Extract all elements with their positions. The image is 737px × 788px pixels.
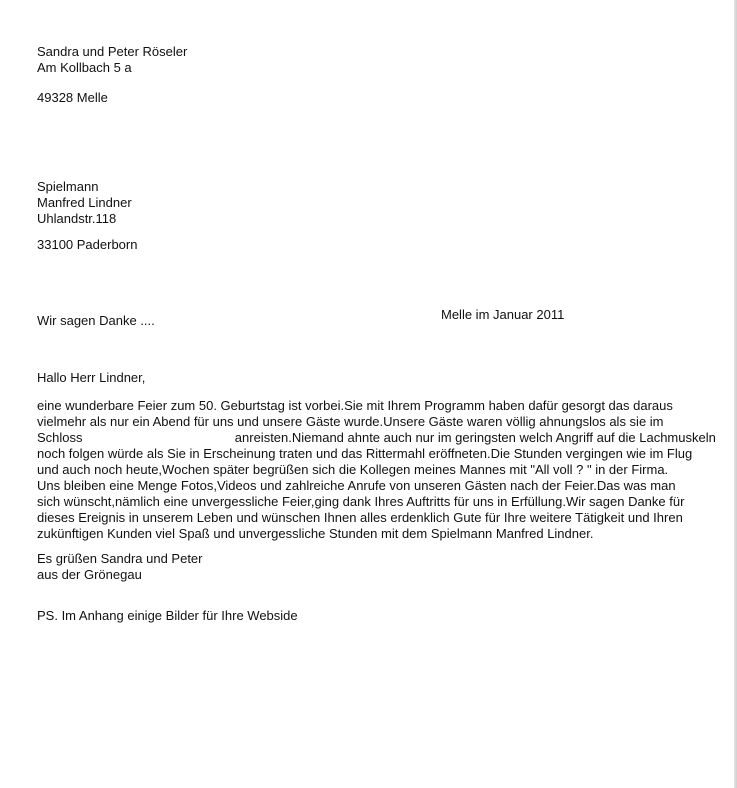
redacted-area: [86, 432, 231, 444]
body-line-3: [37, 430, 716, 446]
body-line-4: noch folgen würde als Sie in Erscheinung traten und das Rittermahl eröffneten.Die Stunden vergingen wie im Flug: [37, 446, 693, 461]
body-line-8: dieses Ereignis in unserem Leben und wünschen Ihnen alles erdenklich Gute für Ihre weitere Tätigkeit und Ihren: [37, 510, 683, 525]
recipient-city: 33100 Paderborn: [37, 237, 138, 252]
body-line-7: sich wünscht,nämlich eine unvergessliche Feier,ging dank Ihres Auftritts für uns in Erfüllung.Wir sagen Danke für: [37, 494, 685, 509]
postscript: PS. Im Anhang einige Bilder für Ihre Webside: [37, 608, 298, 623]
body-line-3-start: Schloss: [37, 430, 83, 445]
body-line-2: vielmehr als nur ein Abend für uns und unsere Gäste wurde.Unsere Gäste waren völlig ahnungslos als sie im: [37, 414, 664, 429]
body-line-5: und auch noch heute,Wochen später begrüßen sich die Kollegen meines Mannes mit "All voll ? " in der Firma.: [37, 462, 669, 477]
greeting: Hallo Herr Lindner,: [37, 370, 146, 385]
sender-city: 49328 Melle: [37, 90, 108, 105]
place-date: Melle im Januar 2011: [441, 307, 565, 322]
recipient-title: Spielmann: [37, 179, 99, 194]
recipient-name: Manfred Lindner: [37, 195, 132, 210]
closing-line-1: Es grüßen Sandra und Peter: [37, 551, 203, 566]
closing-line-2: aus der Grönegau: [37, 567, 142, 582]
body-line-6: Uns bleiben eine Menge Fotos,Videos und zahlreiche Anrufe von unseren Gästen nach der Feier.Das was man: [37, 478, 676, 493]
body-line-1: eine wunderbare Feier zum 50. Geburtstag ist vorbei.Sie mit Ihrem Programm haben dafür gesorgt das daraus: [37, 398, 673, 413]
recipient-street: Uhlandstr.118: [37, 211, 117, 226]
body-line-3-end: anreisten.Niemand ahnte auch nur im geringsten welch Angriff auf die Lachmuskeln: [234, 430, 716, 445]
sender-name: Sandra und Peter Röseler: [37, 44, 188, 59]
subject-line: Wir sagen Danke ....: [37, 313, 155, 328]
sender-street: Am Kollbach 5 a: [37, 60, 132, 75]
body-line-9: zukünftigen Kunden viel Spaß und unvergessliche Stunden mit dem Spielmann Manfred Lindner.: [37, 526, 594, 541]
